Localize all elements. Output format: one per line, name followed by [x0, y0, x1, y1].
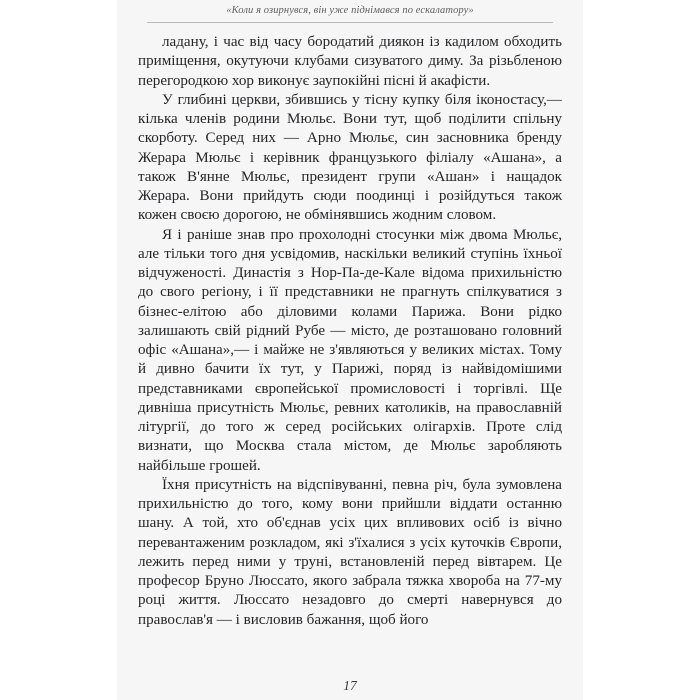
- paragraph: Їхня присутність на відспівуванні, певна річ, була зумовлена прихильністю до того, кому вони прийшли віддати останню шану. А той, хто об'єднав усіх цих впливових осіб із вічно перевантаженим розкладом, які з'їхалися з усіх куточків Європи, лежить перед ними у труні, встановленій перед вівтарем. Це професор Бруно Люссато, якого забрала тяжка хвороба на 77-му році життя. Люссато незадовго до смерті навернувся до православ'я — і висловив бажання, щоб його: [138, 476, 562, 628]
- page-sheet: [117, 0, 583, 700]
- running-header: «Коли я озирнувся, він уже піднімався по ескалатору»: [226, 5, 474, 16]
- paragraph: У глибині церкви, збившись у тісну купку біля іконостасу,— кілька членів родини Мюльє. Вони тут, щоб поділити спільну скорботу. Серед них — Арно Мюльє, син засновника бренду Жерара Мюльє і керівник французького філіалу «Ашана», а також В'янне Мюльє, президент групи «Ашан» і нащадок Жерара. Вони прийдуть сюди поодинці і розійдуться також кожен своєю дорогою, не обмінявшись жодним словом.: [138, 91, 562, 224]
- page-number: 17: [343, 678, 357, 693]
- header-rule-divider: [147, 22, 553, 23]
- page-content-area: [117, 0, 583, 700]
- paragraph: ладану, і час від часу бородатий диякон із кадилом обходить приміщення, окутуючи клубами сизуватого диму. За різьбленою перегородкою хор виконує заупокійні пісні й акафісти.: [138, 34, 562, 89]
- paragraph: Я і раніше знав про прохолодні стосунки між двома Мюльє, але тільки того дня усвідомив, наскільки великий ступінь їхньої відчуженості. Династія з Нор-Па-де-Кале відома прихильністю до свого регіону, і її представники не прагнуть спілкуватися з бізнес-елітою або діловими колами Парижа. Вони рідко залишають свій рідний Рубе — місто, де розташовано головний офіс «Ашана»,— і майже не з'являються у великих містах. Тому й дивно бачити їх тут, у Парижі, поряд із найвідомішими представниками європейської промисловості і торгівлі. Ще дивніша присутність Мюльє, ревних католиків, на православній літургії, до того ж серед російських олігархів. Проте слід визнати, що Москва стала містом, де Мюльє заробляють найбільше грошей.: [138, 226, 562, 474]
- body-text-block: [138, 33, 562, 630]
